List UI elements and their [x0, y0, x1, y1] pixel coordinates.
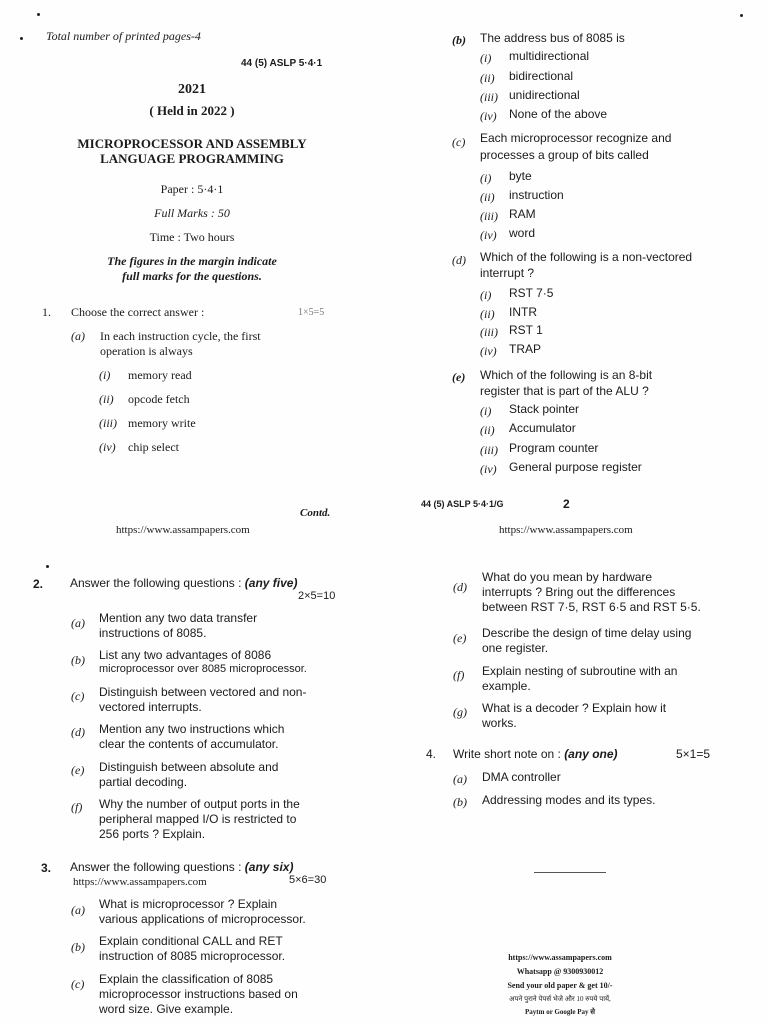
sub-question-line2: vectored interrupts. [99, 700, 202, 714]
paper-code: 44 (5) ASLP 5·4·1 [241, 58, 323, 69]
question-instruction: Answer the following questions : [70, 576, 242, 590]
sub-question-label: (f) [71, 800, 83, 814]
scan-dot [20, 37, 23, 40]
full-marks: Full Marks : 50 [154, 206, 230, 220]
website-watermark[interactable]: https://www.assampapers.com [73, 876, 207, 888]
sub-question-label: (d) [452, 253, 466, 267]
sub-question-line1: Distinguish between vectored and non- [99, 685, 307, 699]
sub-question-line1: List any two advantages of 8086 [99, 648, 272, 662]
sub-question-line2: microprocessor over 8085 microprocessor. [99, 663, 307, 675]
continued-note: Contd. [300, 507, 331, 519]
scan-dot [37, 13, 40, 16]
promo-hindi-text: अपने पुराने पेपर्स भेजे और 10 रुपये पायें, [509, 995, 611, 1003]
sub-question-line2: various applications of microprocessor. [99, 912, 306, 926]
option-label: (ii) [480, 423, 495, 437]
option-label: (i) [480, 171, 492, 185]
question-number: 2. [33, 577, 44, 591]
held-year: ( Held in 2022 ) [149, 103, 235, 118]
question-marks: 2×5=10 [298, 590, 336, 602]
option-text: Stack pointer [509, 402, 580, 416]
paper-title-line2: LANGUAGE PROGRAMMING [100, 151, 284, 166]
sub-question-line2: operation is always [100, 344, 193, 358]
sub-question-label: (b) [452, 33, 466, 47]
option-text: opcode fetch [128, 392, 190, 406]
option-label: (i) [480, 288, 492, 302]
sub-question-label: (e) [452, 370, 466, 384]
sub-question-line2: processes a group of bits called [480, 148, 649, 162]
total-pages-note: Total number of printed pages-4 [46, 29, 201, 43]
sub-question-line1: Each microprocessor recognize and [480, 131, 672, 145]
option-text: RAM [509, 207, 536, 221]
sub-question-label: (e) [453, 631, 467, 645]
question-marks: 5×1=5 [676, 747, 711, 761]
scan-dot [740, 14, 743, 17]
sub-question-line2: instruction of 8085 microprocessor. [99, 949, 286, 963]
sub-question-line2: interrupts ? Bring out the differences [482, 585, 676, 599]
option-text: memory write [128, 416, 196, 430]
sub-question-label: (a) [453, 772, 467, 786]
sub-question-line2: peripheral mapped I/O is restricted to [99, 812, 297, 826]
option-label: (iv) [99, 440, 116, 454]
option-label: (iii) [480, 209, 498, 223]
option-text: RST 1 [509, 323, 543, 337]
scan-dot [46, 565, 49, 568]
paper-code-footer: 44 (5) ASLP 5·4·1/G [421, 499, 504, 509]
option-text: General purpose register [509, 460, 642, 474]
sub-question-line1: Distinguish between absolute and [99, 760, 279, 774]
exam-time: Time : Two hours [149, 230, 235, 244]
sub-question-line1: What is microprocessor ? Explain [99, 897, 278, 911]
exam-year: 2021 [178, 82, 206, 97]
sub-question-line1: Explain the classification of 8085 [99, 972, 274, 986]
sub-question-line1: Which of the following is an 8-bit [480, 368, 653, 382]
sub-question-label: (d) [453, 580, 467, 594]
sub-question-line3: between RST 7·5, RST 6·5 and RST 5·5. [482, 600, 701, 614]
option-text: byte [509, 169, 532, 183]
option-label: (iii) [480, 443, 498, 457]
page-number: 2 [563, 497, 570, 511]
question-choice-note: (any one) [564, 747, 618, 761]
paper-number: Paper : 5·4·1 [160, 182, 224, 196]
sub-question-label: (b) [71, 653, 85, 667]
sub-question-line2: clear the contents of accumulator. [99, 737, 279, 751]
option-label: (i) [99, 368, 111, 382]
question-text [70, 860, 293, 874]
option-label: (i) [480, 51, 492, 65]
option-text: None of the above [509, 107, 608, 121]
sub-question-line1: What is a decoder ? Explain how it [482, 701, 667, 715]
promo-payment: Paytm or Google Pay से [525, 1008, 595, 1016]
question-marks: 1×5=5 [298, 307, 325, 318]
option-text: instruction [509, 188, 564, 202]
sub-question-label: (f) [453, 668, 465, 682]
instruction-note-line1: The figures in the margin indicate [107, 254, 277, 268]
question-number: 4. [426, 747, 437, 761]
option-text: TRAP [509, 342, 542, 356]
sub-question-line1: Mention any two data transfer [99, 611, 258, 625]
sub-question-line2: one register. [482, 641, 549, 655]
option-label: (iii) [480, 90, 498, 104]
end-divider [534, 872, 606, 873]
question-number: 1. [42, 305, 51, 319]
sub-question-line1: Explain nesting of subroutine with an [482, 664, 678, 678]
question-instruction: Answer the following questions : [70, 860, 242, 874]
sub-question-line1: Describe the design of time delay using [482, 626, 692, 640]
sub-question-label: (a) [71, 616, 85, 630]
option-text: Program counter [509, 441, 599, 455]
sub-question-line1: Which of the following is a non-vectored [480, 250, 693, 264]
question-choice-note: (any five) [244, 576, 298, 590]
option-label: (ii) [480, 71, 495, 85]
option-label: (ii) [99, 392, 114, 406]
promo-website[interactable]: https://www.assampapers.com [508, 953, 612, 962]
question-marks: 5×6=30 [289, 874, 327, 886]
question-instruction: Write short note on : [453, 747, 561, 761]
question-number: 3. [41, 861, 52, 875]
sub-question-line3: word size. Give example. [99, 1002, 234, 1016]
question-choice-note: (any six) [244, 860, 294, 874]
option-label: (iii) [480, 325, 498, 339]
option-text: chip select [128, 440, 179, 454]
option-text: INTR [509, 305, 537, 319]
question-text [453, 747, 618, 761]
option-text: word [509, 226, 536, 240]
option-label: (iv) [480, 462, 497, 476]
question-text: Choose the correct answer : [71, 305, 205, 319]
sub-question-line2: partial decoding. [99, 775, 188, 789]
option-label: (i) [480, 404, 492, 418]
sub-question-label: (b) [453, 795, 467, 809]
sub-question-line2: example. [482, 679, 531, 693]
option-label: (ii) [480, 190, 495, 204]
website-watermark[interactable]: https://www.assampapers.com [499, 524, 633, 536]
sub-question-label: (g) [453, 705, 467, 719]
promo-offer: Send your old paper & get 10/- [507, 981, 613, 990]
option-label: (ii) [480, 307, 495, 321]
sub-question-text: Addressing modes and its types. [482, 793, 656, 807]
sub-question-label: (b) [71, 940, 85, 954]
option-text: unidirectional [509, 88, 580, 102]
sub-question-line2: instructions of 8085. [99, 626, 207, 640]
question-text [70, 576, 297, 590]
sub-question-label: (a) [71, 903, 85, 917]
instruction-note-line2: full marks for the questions. [122, 269, 262, 283]
option-text: memory read [128, 368, 192, 382]
option-label: (iv) [480, 228, 497, 242]
option-label: (iv) [480, 344, 497, 358]
sub-question-text: The address bus of 8085 is [480, 31, 625, 45]
paper-title-line1: MICROPROCESSOR AND ASSEMBLY [77, 136, 307, 151]
sub-question-line2: register that is part of the ALU ? [480, 384, 649, 398]
sub-question-line1: In each instruction cycle, the first [100, 329, 261, 343]
sub-question-line1: What do you mean by hardware [482, 570, 653, 584]
sub-question-line2: interrupt ? [480, 266, 535, 280]
option-label: (iv) [480, 109, 497, 123]
option-text: bidirectional [509, 69, 574, 83]
sub-question-label: (c) [71, 689, 85, 703]
website-watermark[interactable]: https://www.assampapers.com [116, 524, 250, 536]
sub-question-line1: Explain conditional CALL and RET [99, 934, 283, 948]
promo-whatsapp: Whatsapp @ 9300930012 [516, 967, 604, 976]
sub-question-label: (c) [71, 977, 85, 991]
option-label: (iii) [99, 416, 117, 430]
option-text: RST 7·5 [509, 286, 554, 300]
sub-question-line2: microprocessor instructions based on [99, 987, 298, 1001]
sub-question-label: (e) [71, 763, 85, 777]
sub-question-line2: works. [482, 716, 517, 730]
option-text: multidirectional [509, 49, 590, 63]
sub-question-line1: Why the number of output ports in the [99, 797, 300, 811]
option-text: Accumulator [509, 421, 576, 435]
sub-question-label: (a) [71, 329, 85, 343]
sub-question-line1: Mention any two instructions which [99, 722, 285, 736]
sub-question-line3: 256 ports ? Explain. [99, 827, 206, 841]
sub-question-text: DMA controller [482, 770, 561, 784]
sub-question-label: (c) [452, 135, 466, 149]
sub-question-label: (d) [71, 725, 85, 739]
